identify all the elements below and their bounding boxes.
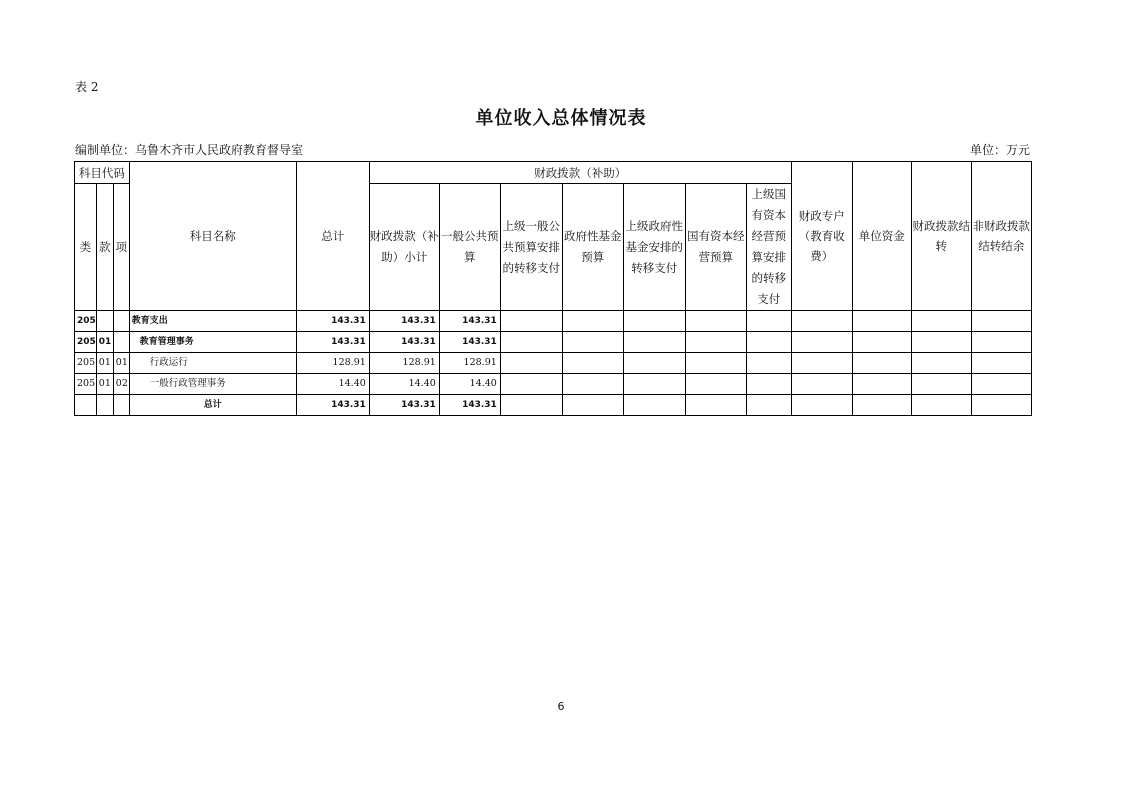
page-number: 6 [557, 700, 565, 713]
table-row [75, 332, 1032, 353]
row-lei: 205 [75, 311, 97, 332]
header-total: 总计 [296, 162, 369, 311]
page-title: 单位收入总体情况表 [475, 108, 647, 129]
total-label: 总计 [129, 395, 296, 416]
header-unit-funds: 单位资金 [852, 162, 911, 311]
header-lei: 类 [75, 184, 97, 311]
row-subtotal: 14.40 [369, 374, 439, 395]
table-row [75, 374, 1032, 395]
total-total: 143.31 [296, 395, 369, 416]
row-lei: 205 [75, 332, 97, 353]
row-general: 128.91 [439, 353, 500, 374]
row-total: 14.40 [296, 374, 369, 395]
row-kuan: 01 [96, 353, 113, 374]
header-gov-fund-budget: 政府性基金预算 [562, 184, 623, 311]
row-name: 一般行政管理事务 [129, 374, 296, 395]
row-kuan [96, 311, 113, 332]
total-general: 143.31 [439, 395, 500, 416]
row-total: 143.31 [296, 311, 369, 332]
header-state-capital-budget: 国有资本经营预算 [685, 184, 746, 311]
row-name: 教育支出 [129, 311, 296, 332]
row-kuan: 01 [96, 374, 113, 395]
compiling-unit: 编制单位：乌鲁木齐市人民政府教育督导室 [75, 143, 304, 157]
income-table [74, 161, 1032, 416]
row-subtotal: 128.91 [369, 353, 439, 374]
row-general: 143.31 [439, 311, 500, 332]
table-row [75, 353, 1032, 374]
total-row [75, 395, 1032, 416]
header-fiscal-carryover: 财政拨款结转 [911, 162, 971, 311]
header-xiang: 项 [113, 184, 129, 311]
currency-unit: 单位：万元 [969, 143, 1030, 157]
row-lei: 205 [75, 353, 97, 374]
header-fiscal-subtotal: 财政拨款（补助）小计 [369, 184, 439, 311]
row-kuan: 01 [96, 332, 113, 353]
total-subtotal: 143.31 [369, 395, 439, 416]
row-name: 行政运行 [129, 353, 296, 374]
row-xiang: 02 [113, 374, 129, 395]
header-fiscal-special: 财政专户（教育收费） [791, 162, 852, 311]
row-general: 14.40 [439, 374, 500, 395]
table-row [75, 311, 1032, 332]
header-nonfiscal-carryover: 非财政拨款结转结余 [971, 162, 1031, 311]
row-total: 143.31 [296, 332, 369, 353]
header-upper-general-transfer: 上级一般公共预算安排的转移支付 [500, 184, 562, 311]
row-subtotal: 143.31 [369, 311, 439, 332]
row-xiang [113, 311, 129, 332]
table-label: 表 2 [75, 80, 99, 94]
row-xiang [113, 332, 129, 353]
row-lei: 205 [75, 374, 97, 395]
header-fiscal-group: 财政拨款（补助） [369, 162, 791, 184]
header-upper-state-capital-transfer: 上级国有资本经营预算安排的转移支付 [746, 184, 791, 311]
row-name: 教育管理事务 [129, 332, 296, 353]
row-general: 143.31 [439, 332, 500, 353]
row-total: 128.91 [296, 353, 369, 374]
header-subject-name: 科目名称 [129, 162, 296, 311]
row-xiang: 01 [113, 353, 129, 374]
row-subtotal: 143.31 [369, 332, 439, 353]
header-kuan: 款 [96, 184, 113, 311]
header-subject-code: 科目代码 [75, 162, 130, 184]
header-general-budget: 一般公共预算 [439, 184, 500, 311]
header-upper-gov-fund-transfer: 上级政府性基金安排的转移支付 [623, 184, 685, 311]
